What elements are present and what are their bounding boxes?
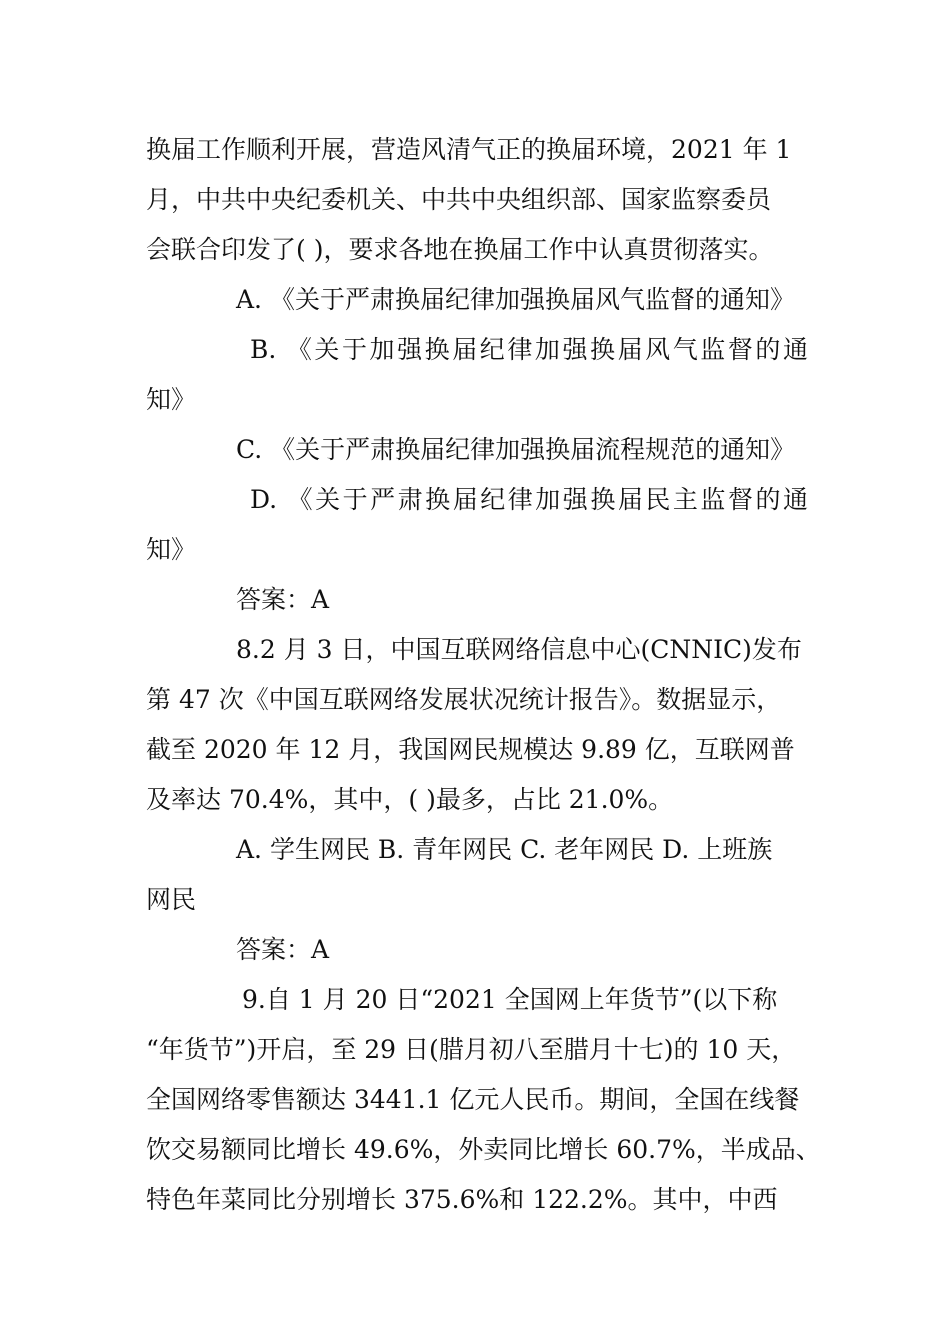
question-9-line: 特色年菜同比分别增长 375.6%和 122.2%。其中，中西	[146, 1185, 778, 1214]
document-text-body	[146, 125, 821, 1225]
question-8-options: A. 学生网民 B. 青年网民 C. 老年网民 D. 上班族	[236, 835, 773, 864]
question-7-option-b-continuation: 知》	[146, 385, 197, 414]
question-7-option-a: A. 《关于严肃换届纪律加强换届风气监督的通知》	[236, 285, 795, 314]
question-8-line: 8.2 月 3 日，中国互联网络信息中心(CNNIC)发布	[236, 635, 802, 664]
paragraph-line: 会联合印发了( )，要求各地在换届工作中认真贯彻落实。	[146, 235, 774, 264]
paragraph-line: 月，中共中央纪委机关、中共中央组织部、国家监察委员	[146, 185, 772, 214]
question-9-line: 全国网络零售额达 3441.1 亿元人民币。期间，全国在线餐	[146, 1085, 800, 1114]
question-9-line: “年货节”)开启，至 29 日(腊月初八至腊月十七)的 10 天，	[146, 1035, 797, 1064]
question-7-option-d-continuation: 知》	[146, 535, 197, 564]
question-8-options-continuation: 网民	[146, 885, 197, 914]
question-7-option-d: D. 《关于严肃换届纪律加强换届民主监督的通	[250, 485, 808, 514]
question-8-answer: 答案：A	[236, 935, 330, 964]
question-7-option-c: C. 《关于严肃换届纪律加强换届流程规范的通知》	[236, 435, 796, 464]
question-9-line: 饮交易额同比增长 49.6%，外卖同比增长 60.7%，半成品、	[146, 1135, 821, 1164]
question-9-line: 9.自 1 月 20 日“2021 全国网上年货节”(以下称	[242, 985, 778, 1014]
question-7-answer: 答案：A	[236, 585, 330, 614]
question-8-line: 及率达 70.4%，其中，( )最多，占比 21.0%。	[146, 785, 674, 814]
paragraph-line: 换届工作顺利开展，营造风清气正的换届环境，2021 年 1	[146, 135, 792, 164]
question-7-option-b: B. 《关于加强换届纪律加强换届风气监督的通	[250, 335, 808, 364]
question-8-line: 截至 2020 年 12 月，我国网民规模达 9.89 亿，互联网普	[146, 735, 795, 764]
question-8-line: 第 47 次《中国互联网络发展状况统计报告》。数据显示，	[146, 685, 782, 714]
